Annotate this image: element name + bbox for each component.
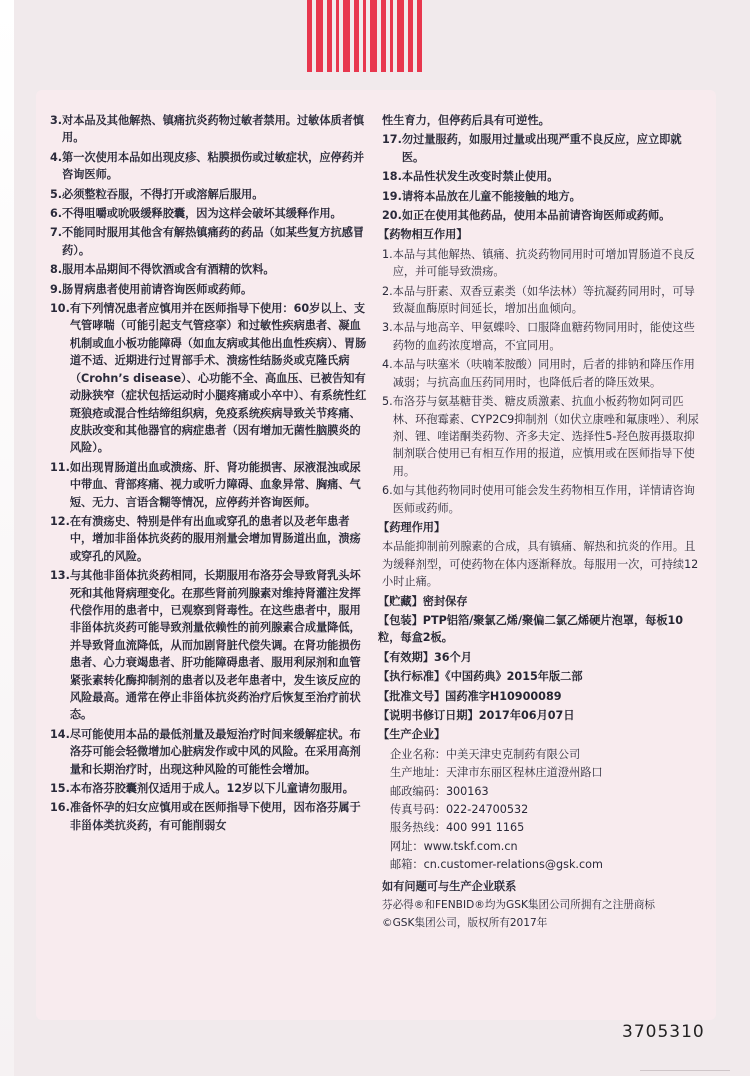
precaution-item: 19. 请将本品放在儿童不能接触的地方。: [382, 189, 581, 203]
precaution-item: 10. 有下列情况患者应慎用并在医师指导下使用：60岁以上、支气管哮喘（可能引起支气管痉挛）和过敏性疾病患者、凝血机制或血小板功能障碍（如血友病或其他出血性疾病）、胃肠道不适、近期进行过胃部手术、溃疡性结肠炎或克隆氏病（Crohn’s disease）、心功能不全、高血压、已被告知有动脉狭窄（症状包括运动时小腿疼痛或小卒中）、有系统性红斑狼疮或混合性结缔组织病，免疫系统疾病导致关节疼痛、皮肤改变和其他器官的病症患者（因有增加无菌性脑膜炎的风险）。: [50, 302, 367, 455]
interaction-item: 2. 本品与肝素、双香豆素类（如华法林）等抗凝药同用时，可导致凝血酶原时间延长，增加出血倾向。: [382, 284, 695, 316]
precaution-item: 性生育力，但停药后具有可逆性。: [382, 114, 550, 127]
precaution-item: 18. 本品性状发生改变时禁止使用。: [382, 170, 559, 184]
precaution-item: 5. 必须整粒吞服，不得打开或溶解后服用。: [50, 187, 264, 201]
maker-email: 邮箱：cn.customer-relations@gsk.com: [390, 858, 603, 872]
section-title-interactions: 【药物相互作用】: [378, 228, 468, 242]
package-line: 【包装】PTP铝箔/聚氯乙烯/聚偏二氯乙烯硬片泡罩，每板10粒，每盒2板。: [378, 613, 684, 645]
standard-line: 【执行标准】《中国药典》2015年版二部: [378, 670, 583, 684]
precaution-item: 17. 勿过量服药，如服用过量或出现严重不良反应，应立即就医。: [382, 133, 682, 164]
maker-postcode: 邮政编码：300163: [390, 784, 489, 798]
copyright-line: ©GSK集团公司，版权所有2017年: [382, 917, 548, 930]
interaction-item: 1. 本品与其他解热、镇痛、抗炎药物同用时可增加胃肠道不良反应，并可能导致溃疡。: [382, 247, 695, 279]
maker-hotline: 服务热线：400 991 1165: [390, 821, 525, 835]
precaution-item: 20. 如正在使用其他药品，使用本品前请咨询医师或药师。: [382, 209, 671, 223]
precaution-item: 9. 肠胃病患者使用前请咨询医师或药师。: [50, 282, 253, 296]
precaution-item: 7. 不能同时服用其他含有解热镇痛药的药品（如某些复方抗感冒药）。: [50, 226, 365, 257]
left-column: [50, 112, 368, 840]
maker-name: 企业名称：中美天津史克制药有限公司: [390, 747, 581, 761]
approval-line: 【批准文号】国药准字H10900089: [378, 689, 562, 703]
paper-edge: [0, 0, 14, 1076]
precaution-item: 8. 服用本品期间不得饮酒或含有酒精的饮料。: [50, 263, 275, 277]
revision-line: 【说明书修订日期】2017年06月07日: [378, 709, 575, 722]
precaution-item: 3. 对本品及其他解热、镇痛抗炎药物过敏者禁用。过敏体质者慎用。: [50, 114, 365, 145]
interaction-item: 4. 本品与呋塞米（呋喃苯胺酸）同用时，后者的排钠和降压作用减弱；与抗高血压药同用时，也降低后者的降压效果。: [382, 358, 695, 389]
interaction-item: 3. 本品与地高辛、甲氨蝶呤、口服降血糖药物同用时，能使这些药物的血药浓度增高，不宜同用。: [382, 321, 695, 352]
storage-line: 【贮藏】密封保存: [378, 594, 468, 608]
precaution-item: 15. 本布洛芬胶囊剂仅适用于成人。12岁以下儿童请勿服用。: [50, 782, 354, 796]
validity-line: 【有效期】36个月: [378, 650, 472, 664]
maker-address: 生产地址：天津市东丽区程林庄道澄州路口: [390, 766, 603, 780]
contact-line: 如有问题可与生产企业联系: [382, 879, 517, 893]
precaution-item: 12. 在有溃疡史、特别是伴有出血或穿孔的患者以及老年患者中，增加非甾体抗炎药的服用剂量会增加胃肠道出血，溃疡或穿孔的风险。: [50, 514, 361, 563]
precaution-item: 16. 准备怀孕的妇女应慎用或在医师指导下使用，因布洛芬属于非甾体类抗炎药，有可能削弱女: [50, 801, 361, 832]
precaution-item: 6. 不得咀嚼或吮吸缓释胶囊，因为这样会破坏其缓释作用。: [50, 207, 342, 221]
section-title-manufacturer: 【生产企业】: [378, 728, 446, 742]
trademark-line: 芬必得®和FENBID®均为GSK集团公司所拥有之注册商标: [382, 899, 656, 912]
fold-line: [640, 1060, 730, 1071]
section-title-pharmacology: 【药理作用】: [378, 520, 446, 534]
pharmacology-text: 本品能抑制前列腺素的合成，具有镇痛、解热和抗炎的作用。且为缓释剂型，可使药物在体内逐渐释放。每服用一次，可持续12小时止痛。: [382, 540, 699, 589]
print-code: 3705310: [622, 1022, 705, 1042]
precaution-item: 13. 与其他非甾体抗炎药相同，长期服用布洛芬会导致肾乳头坏死和其他肾病理变化。在那些肾前列腺素对维持肾灌注发挥代偿作用的患者中，已观察到肾毒性。在这些患者中，服用非甾体抗炎药可能导致剂量依赖性的前列腺素合成量降低，并导致肾血流降低，从而加剧肾脏代偿失调。在肾功能损伤患者、心力衰竭患者、肝功能障碍患者、服用利尿剂和血管紧张素转化酶抑制剂的患者以及老年患者中，发生该反应的风险最高。通常在停止非甾体抗炎药治疗后恢复至治疗前状态。: [50, 569, 361, 722]
precaution-item: 14. 尽可能使用本品的最低剂量及最短治疗时间来缓解症状。布洛芬可能会轻微增加心脏病发作或中风的风险。在采用高剂量和长期治疗时，出现这种风险的可能性会增加。: [50, 727, 361, 776]
precaution-item: 11. 如出现胃肠道出血或溃疡、肝、肾功能损害、尿液混浊或尿中带血、背部疼痛、视力或听力障碍、血象异常、胸痛、气短、无力、言语含糊等情况，应停药并咨询医师。: [50, 460, 361, 509]
pharmacode-bars: [307, 0, 427, 72]
maker-fax: 传真号码：022-24700532: [390, 803, 529, 817]
maker-website: 网址：www.tskf.com.cn: [390, 839, 518, 853]
right-column: [378, 112, 700, 931]
interaction-item: 6. 如与其他药物同时使用可能会发生药物相互作用，详情请咨询医师或药师。: [382, 484, 695, 515]
precaution-item: 4. 第一次使用本品如出现皮疹、粘膜损伤或过敏症状，应停药并咨询医师。: [50, 150, 365, 182]
interaction-item: 5. 布洛芬与氨基糖苷类、糖皮质激素、抗血小板药物如阿司匹林、环孢霉素、CYP2C9抑制剂（如伏立康唑和氟康唑）、利尿剂、锂、喹诺酮类药物、齐多夫定、选择性5-羟色胺再摄取抑制剂联合使用已有相互作用的报道，应慎用或在医师指导下使用。: [382, 395, 699, 478]
